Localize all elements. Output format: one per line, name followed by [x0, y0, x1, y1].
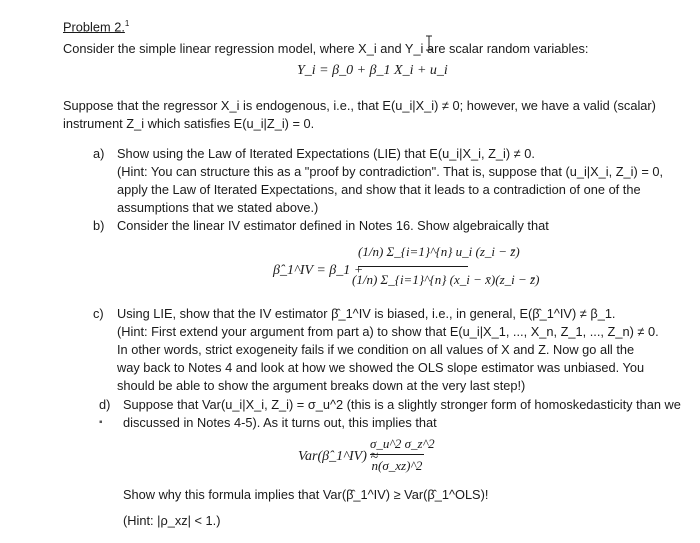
variance-numerator: σ_u^2 σ_z^2 — [370, 436, 435, 451]
variance-lhs: Var(β̂_1^IV) ≈ — [298, 449, 379, 464]
part-d-line-1: Suppose that Var(u_i|X_i, Z_i) = σ_u^2 (this is a slightly stronger form of homoskedasticity than we — [123, 397, 681, 412]
part-d-line-2: discussed in Notes 4-5). As it turns out, this implies that — [123, 415, 437, 430]
intro-text: Consider the simple linear regression model, where X_i and Y_i are scalar random variables: — [63, 41, 589, 56]
model-equation: Y_i = β_0 + β_1 X_i + u_i — [297, 63, 448, 78]
variance-fraction-bar — [370, 454, 424, 455]
part-d-line-3: Show why this formula implies that Var(β̂_1^IV) ≥ Var(β̂_1^OLS)! — [123, 487, 489, 502]
problem-title — [63, 16, 129, 34]
part-a-line-3: apply the Law of Iterated Expectations, and show that it leads to a contradiction of one of the — [117, 182, 641, 197]
part-c-line-2: (Hint: First extend your argument from part a) to show that E(u_i|X_1, ..., X_n, Z_1, ..., Z_n) ≠ 0. — [117, 324, 659, 339]
part-c-line-1: Using LIE, show that the IV estimator β̂_1^IV is biased, i.e., in general, E(β̂_1^IV) ≠ β_1. — [117, 306, 616, 321]
problem-title-text: Problem 2. — [63, 19, 125, 35]
part-b-line-1: Consider the linear IV estimator defined in Notes 16. Show algebraically that — [117, 218, 549, 233]
part-c-line-4: way back to Notes 4 and look at how we showed the OLS slope estimator was unbiased. You — [117, 360, 645, 375]
part-c-line-3: In other words, strict exogeneity fails if we condition on all values of X and Z. Now go all the — [117, 342, 635, 357]
part-a-line-4: assumptions that we stated above.) — [117, 200, 319, 215]
part-a-label: a) — [93, 146, 105, 161]
footnote-mark: 1 — [124, 19, 130, 28]
variance-denominator: n(σ_xz)^2 — [371, 458, 423, 473]
iv-estimator-denominator: (1/n) Σ_{i=1}^{n} (x_i − x̄)(z_i − z̄) — [352, 272, 540, 287]
part-d-label: d) — [99, 397, 111, 412]
setup-line-1: Suppose that the regressor X_i is endogenous, i.e., that E(u_i|X_i) ≠ 0; however, we have a valid (scalar) — [63, 98, 656, 113]
stray-mark: ▪ — [99, 417, 103, 428]
iv-estimator-lhs: β̂_1^IV = β_1 + — [273, 263, 364, 278]
iv-estimator-numerator: (1/n) Σ_{i=1}^{n} u_i (z_i − z̄) — [358, 244, 520, 259]
part-a-line-2: (Hint: You can structure this as a "proof by contradiction". That is, suppose that (u_i|X_i, Z_i) = 0, — [117, 164, 664, 179]
setup-line-2: instrument Z_i which satisfies E(u_i|Z_i) = 0. — [63, 116, 315, 131]
part-c-line-5: should be able to show the argument breaks down at the very last step!) — [117, 378, 526, 393]
iv-estimator-fraction-bar — [358, 266, 468, 267]
part-b-label: b) — [93, 218, 105, 233]
text-cursor-icon — [425, 35, 433, 51]
part-c-label: c) — [93, 306, 104, 321]
part-d-hint: (Hint: |ρ_xz| < 1.) — [123, 513, 221, 528]
part-a-line-1: Show using the Law of Iterated Expectations (LIE) that E(u_i|X_i, Z_i) ≠ 0. — [117, 146, 535, 161]
